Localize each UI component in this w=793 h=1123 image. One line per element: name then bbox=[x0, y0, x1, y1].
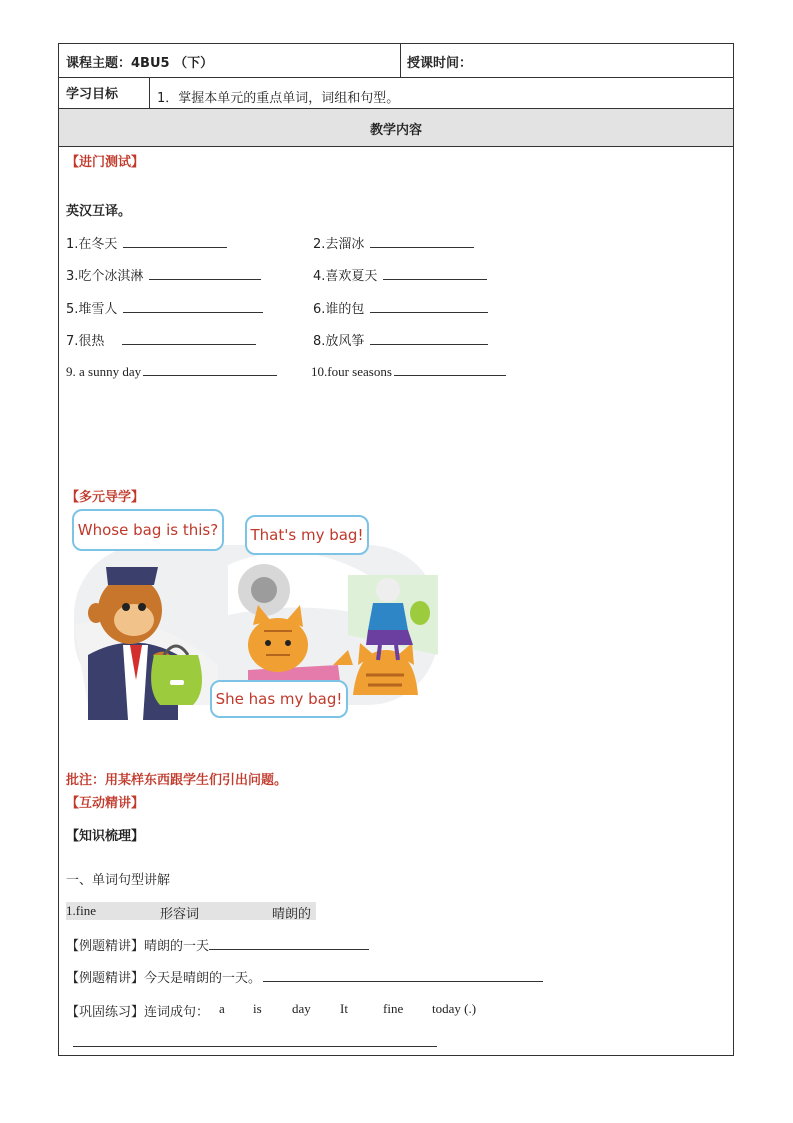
test-item-1: 1.在冬天 bbox=[66, 233, 227, 252]
goal-divider bbox=[149, 78, 150, 109]
speech-bubble-whose: Whose bag is this? bbox=[72, 509, 224, 551]
test-item-4: 4.喜欢夏天 bbox=[313, 265, 487, 284]
cartoon-illustration bbox=[68, 505, 458, 720]
guided-label: 【多元导学】 bbox=[66, 490, 145, 505]
practice-word-1: a bbox=[219, 1001, 225, 1016]
example-2: 【例题精讲】今天是晴朗的一天。 bbox=[66, 967, 543, 986]
practice-prompt: 【巩固练习】连词成句： bbox=[66, 1005, 210, 1020]
interactive-label: 【互动精讲】 bbox=[66, 796, 145, 811]
practice-word-5: fine bbox=[383, 1001, 404, 1016]
entry-test-instruction: 英汉互译。 bbox=[66, 204, 132, 219]
practice-word-4: It bbox=[340, 1001, 348, 1016]
test-item-5: 5.堆雪人 bbox=[66, 298, 263, 317]
example-1: 【例题精讲】晴朗的一天 bbox=[66, 935, 369, 954]
test-item-3: 3.吃个冰淇淋 bbox=[66, 265, 261, 284]
content-title: 教学内容 bbox=[369, 123, 422, 138]
test-item-2: 2.去溜冰 bbox=[313, 233, 474, 252]
test-item-6: 6.谁的包 bbox=[313, 298, 488, 317]
knowledge-label: 【知识梳理】 bbox=[66, 829, 145, 844]
practice-word-6: today (.) bbox=[432, 1001, 477, 1016]
word-meaning: 晴朗的 bbox=[272, 907, 312, 922]
answer-line[interactable] bbox=[73, 1046, 437, 1047]
header-divider bbox=[400, 44, 401, 78]
teacher-note: 批注：用某样东西跟学生们引出问题。 bbox=[66, 773, 288, 788]
speech-bubble-mine: That's my bag! bbox=[245, 515, 369, 555]
test-item-7: 7.很热 bbox=[66, 330, 256, 349]
topic-label: 课程主题：4BU5 （下） bbox=[66, 56, 214, 71]
entry-test-label: 【进门测试】 bbox=[66, 155, 145, 170]
goal-label: 学习目标 bbox=[66, 87, 119, 102]
time-label: 授课时间： bbox=[407, 56, 473, 71]
test-item-9: 9. a sunny day bbox=[66, 363, 277, 380]
test-item-10: 10.four seasons bbox=[311, 363, 506, 380]
test-item-8: 8.放风筝 bbox=[313, 330, 488, 349]
practice-word-2: is bbox=[253, 1001, 262, 1016]
speech-bubble-has: She has my bag! bbox=[210, 680, 348, 718]
practice-word-3: day bbox=[292, 1001, 311, 1016]
word-pos: 形容词 bbox=[160, 907, 200, 922]
cat-back-character bbox=[353, 643, 418, 695]
part-title: 一、单词句型讲解 bbox=[66, 873, 171, 888]
word-entry: 1.fine bbox=[66, 903, 96, 918]
goal-text: 1．掌握本单元的重点单词，词组和句型。 bbox=[157, 91, 400, 106]
